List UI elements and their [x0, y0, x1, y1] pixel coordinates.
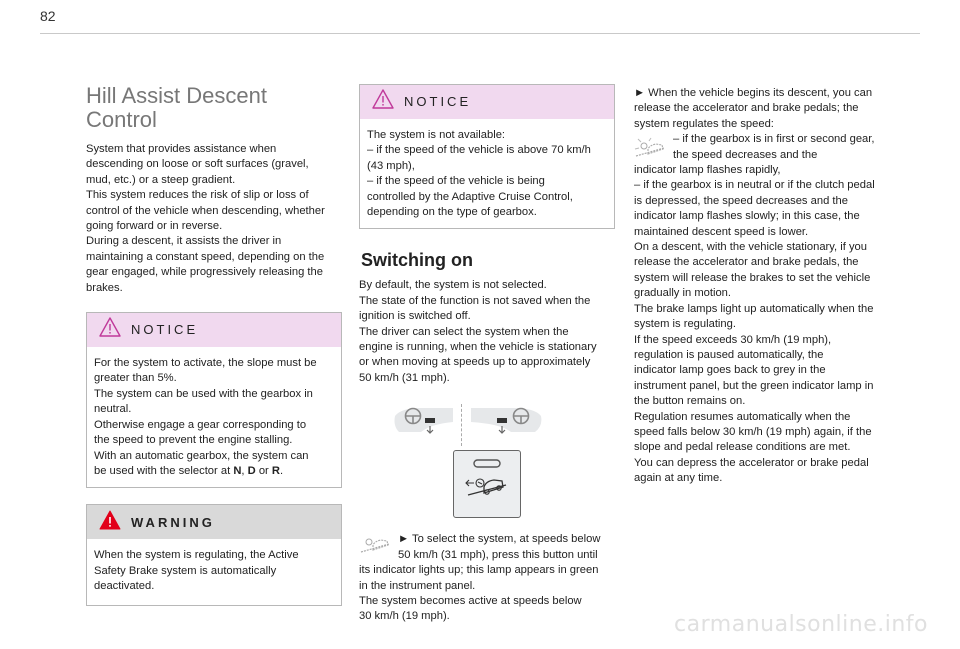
- warning-triangle-icon: [99, 510, 121, 535]
- selector-n: N: [233, 464, 242, 477]
- gear-bullet-text: – if the gearbox is in first or second gear, the speed decreases and the: [673, 133, 875, 161]
- page-title: [86, 84, 342, 132]
- warning-body: [87, 539, 341, 604]
- notice-body-2: [360, 119, 614, 228]
- select-step-continued: its indicator lights up; this lamp appears in green in the instrument panel. The system becomes active at speeds below 30 km/h (19 mph).: [359, 564, 599, 623]
- title-line-1: Hill Assist Descent: [86, 83, 267, 108]
- select-step-text: ► To select the system, at speeds below 50 km/h (31 mph), press this button until: [398, 533, 601, 561]
- switching-on-text: By default, the system is not selected. The state of the function is not saved when the ignition is switched off. The driver can select the system when the engine is running, when the vehicle is stationary or when moving at speeds up to approximately 50 km/h (31 mph).: [359, 279, 597, 384]
- notice-title-2: NOTICE: [404, 94, 472, 110]
- notice-header-1: [87, 313, 341, 347]
- sep-1: ,: [241, 464, 248, 477]
- hill-descent-indicator-icon: [634, 136, 668, 162]
- section-heading: Switching on: [361, 250, 473, 271]
- notice-box-1: [86, 312, 342, 488]
- notice-box-2: [359, 84, 615, 229]
- hill-descent-small-icon: [359, 532, 393, 558]
- column-2: [359, 84, 615, 625]
- page-number: 82: [40, 8, 56, 24]
- intro-text: System that provides assistance when descending on loose or soft surfaces (gravel, mud, etc.) or a steep gradient. This system reduces the risk of slip or loss of control of the vehicle when descending, whether going forward or in reverse. During a descent, it assists the driver in maintaining a constant speed, depending on the gear engaged, while progressively releasing the brakes.: [86, 143, 325, 294]
- notice-text-1-main: For the system to activate, the slope must be greater than 5%. The system can be used with the gearbox in neutral. Otherwise engage a gear corresponding to the speed to prevent the engine stalling. With an automatic gearbox, the system can be used with the selector at: [94, 357, 317, 477]
- caution-triangle-icon: [372, 89, 394, 114]
- illustrations: [359, 402, 615, 532]
- select-step: [359, 532, 615, 563]
- notice-title-1: NOTICE: [131, 322, 199, 338]
- notice-text-1: [94, 356, 333, 479]
- descent-details-text: indicator lamp flashes rapidly, – if the gearbox is in neutral or if the clutch pedal is depressed, the speed decreases and the indicator lamp flashes slowly; in this case, the maintained descent speed is lower. On a descent, with the vehicle stationary, if you release the accelerator and brake pedals, the system will release the brakes to set the vehicle gradually in motion. The brake lamps light up automatically when the system is regulating. If the speed exceeds 30 km/h (19 mph), regulation is paused automatically, the indicator lamp goes back to grey in the instrument panel, but the green indicator lamp in the button remains on. Regulation resumes automatically when the speed falls below 30 km/h (19 mph) again, if the slope and pedal release conditions are met. You can depress the accelerator or brake pedal again at any time.: [634, 164, 875, 485]
- notice-body-1: [87, 347, 341, 487]
- warning-title: WARNING: [131, 514, 215, 530]
- hill-descent-control-icon: [454, 451, 520, 517]
- sep-2: or: [255, 464, 272, 477]
- selector-r: R: [271, 464, 280, 477]
- column-1: [86, 84, 342, 606]
- image-divider: [461, 404, 463, 446]
- hill-descent-button[interactable]: [453, 450, 521, 518]
- column-3: [634, 86, 894, 487]
- steering-stalk-images: [391, 402, 543, 447]
- notice-text-2: The system is not available: – if the speed of the vehicle is above 70 km/h (43 mph), – if the speed of the vehicle is being controlled by the Adaptive Cruise Control, depending on the type of gearbox.: [367, 129, 591, 219]
- header-rule: [40, 33, 920, 34]
- watermark: carmanualsonline.info: [674, 612, 928, 637]
- sentence-end: .: [279, 464, 284, 477]
- steering-wheel-right-icon: [469, 402, 543, 447]
- selector-d: D: [247, 464, 256, 477]
- steering-wheel-left-icon: [391, 402, 455, 447]
- title-line-2: Control: [86, 107, 157, 132]
- notice-header-2: [360, 85, 614, 119]
- caution-triangle-icon: [99, 317, 121, 342]
- warning-box: [86, 504, 342, 605]
- gear-bullet: [634, 132, 894, 163]
- warning-header: [87, 505, 341, 539]
- descent-intro-text: ► When the vehicle begins its descent, you can release the accelerator and brake pedals; the system regulates the speed:: [634, 87, 873, 130]
- warning-text: When the system is regulating, the Active Safety Brake system is automatically deactivated.: [94, 549, 299, 593]
